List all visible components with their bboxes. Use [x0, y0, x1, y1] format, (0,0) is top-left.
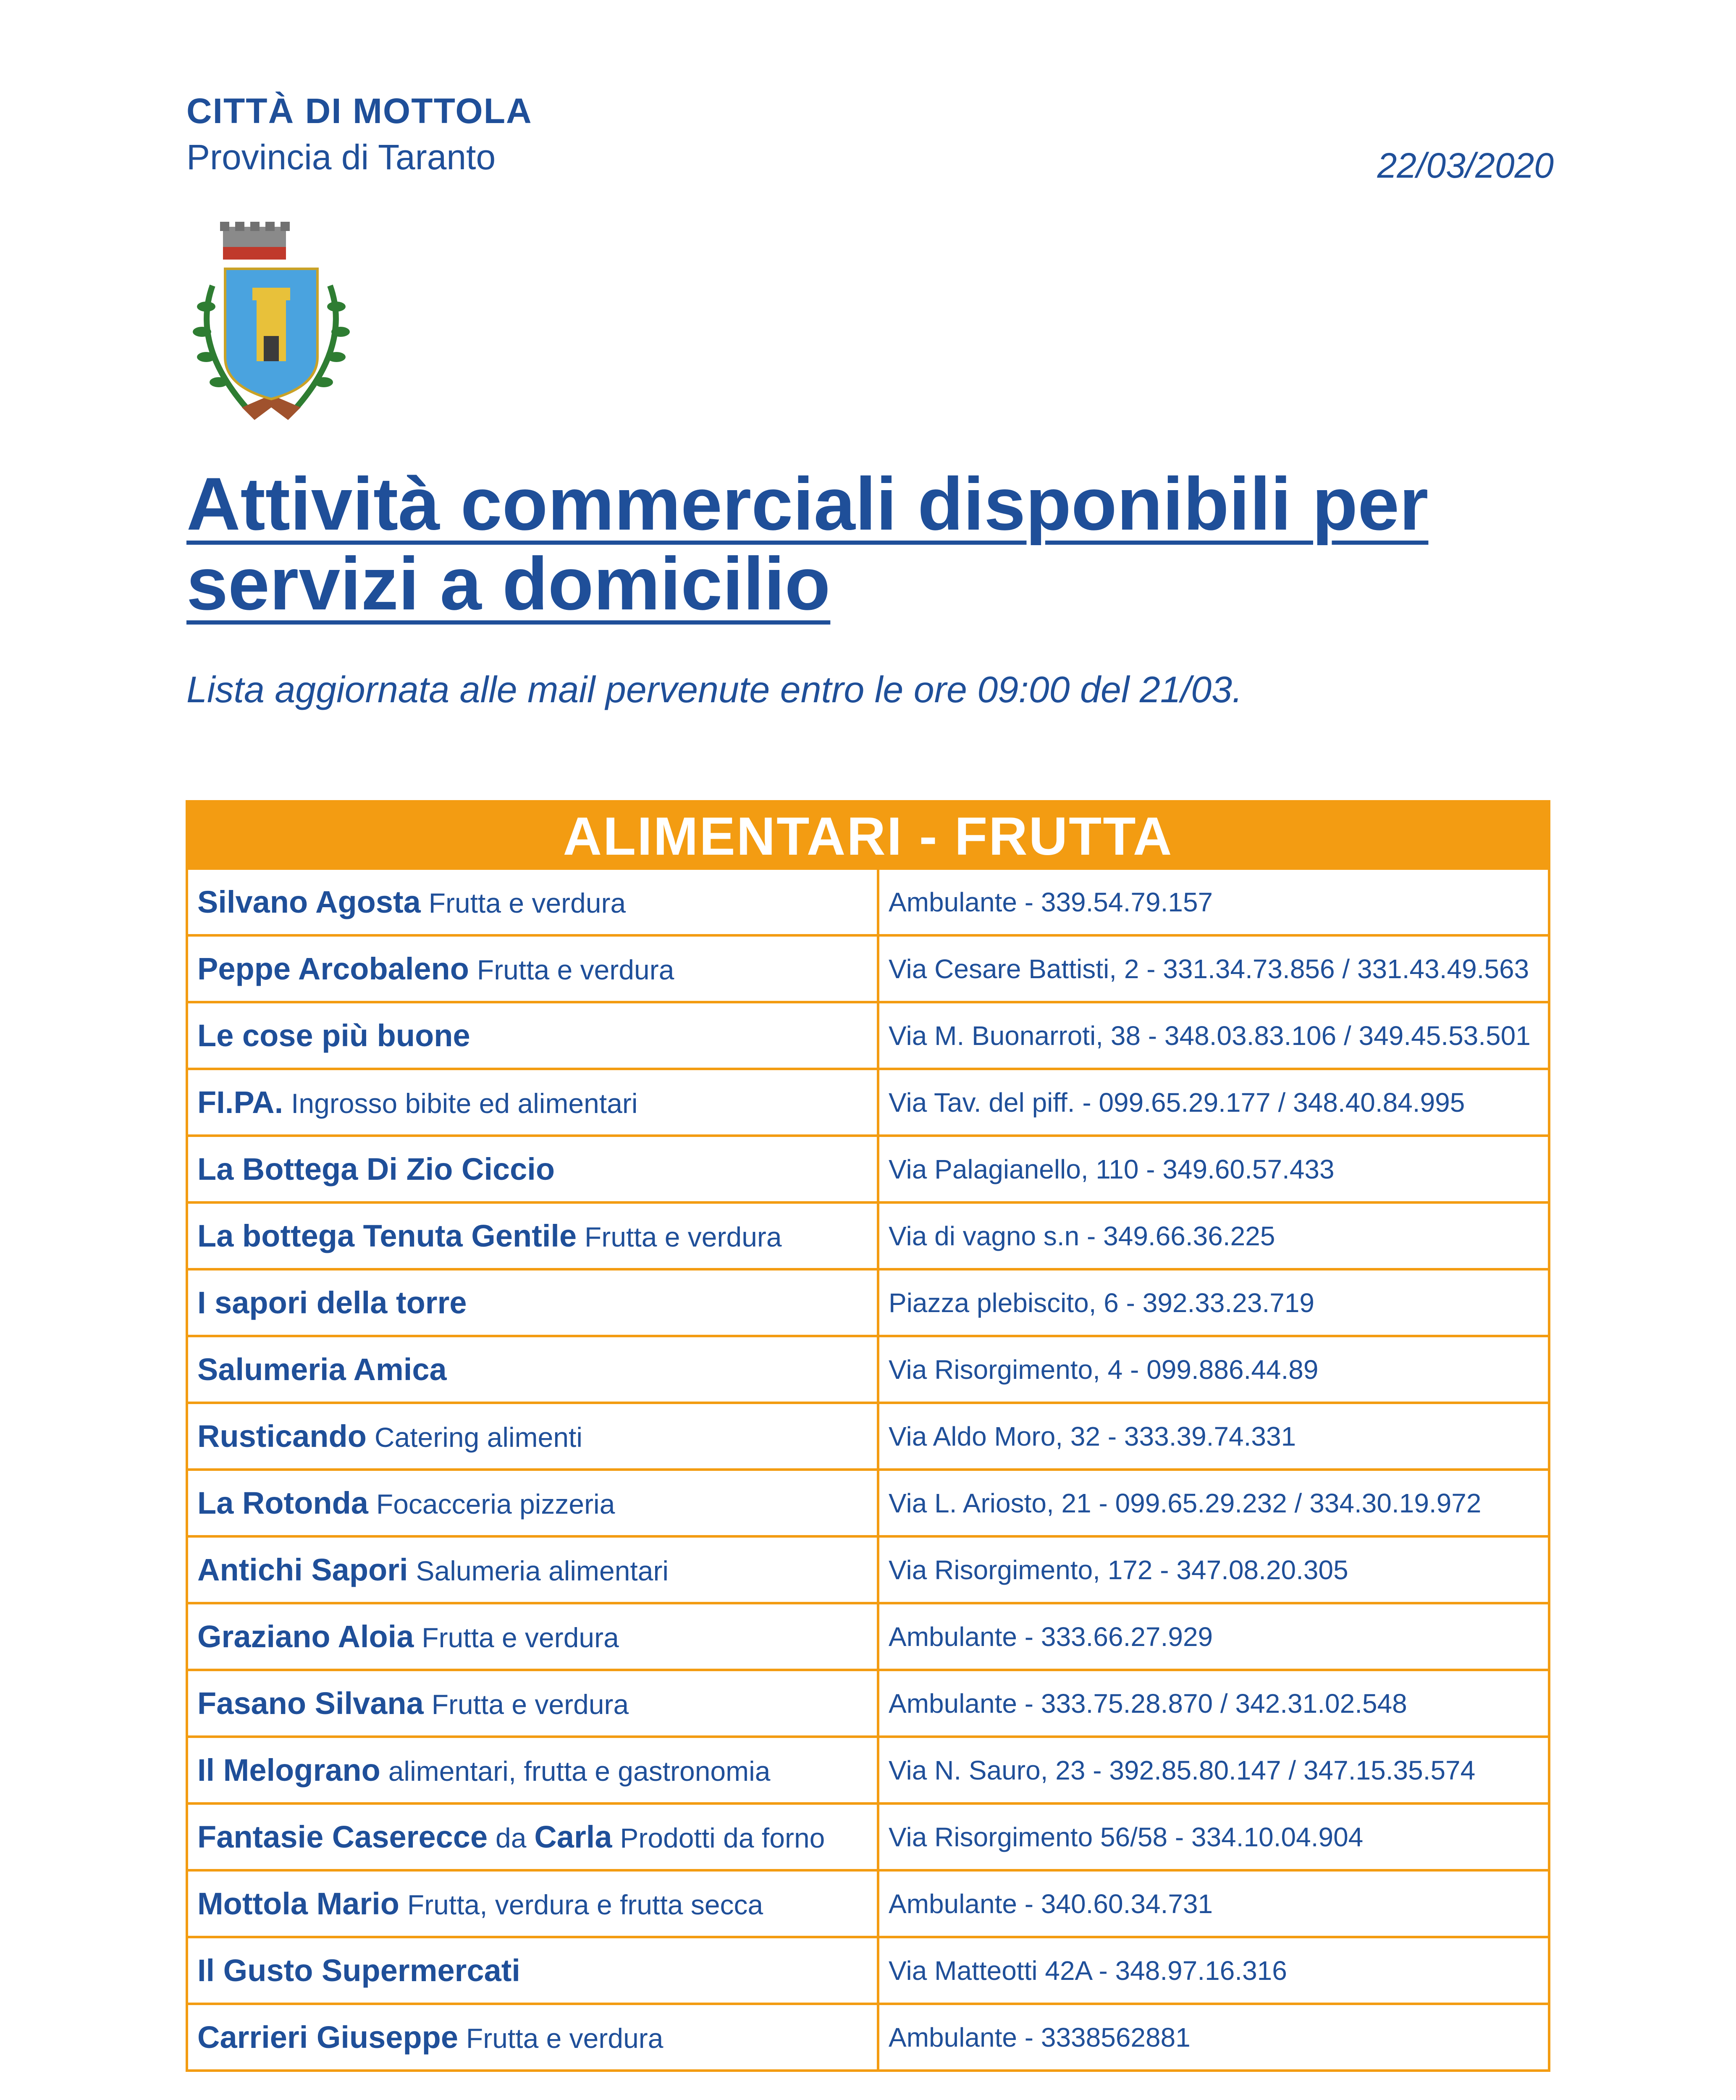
shop-category: Catering alimenti — [374, 1422, 583, 1453]
shops-table — [186, 800, 1550, 2072]
table-row — [188, 1536, 1548, 1603]
shop-name-connector: da — [496, 1822, 527, 1853]
shop-name: La Rotonda — [197, 1486, 368, 1520]
table-row — [188, 1136, 1548, 1202]
table-row — [188, 1202, 1548, 1269]
shop-category: Ingrosso bibite ed alimentari — [291, 1088, 638, 1119]
province-name: Provincia di Taranto — [186, 137, 496, 177]
shop-category: Frutta e verdura — [466, 2023, 663, 2054]
shop-name: Salumeria Amica — [197, 1352, 447, 1387]
shop-address: Ambulante - 333.75.28.870 / 342.31.02.548 — [878, 1670, 1548, 1737]
table-body — [188, 870, 1548, 2069]
table-row — [188, 1336, 1548, 1403]
shop-name: Il Gusto Supermercati — [197, 1953, 520, 1988]
shop-address: Via Palagianello, 110 - 349.60.57.433 — [878, 1136, 1548, 1202]
document-date: 22/03/2020 — [1377, 146, 1554, 185]
table-row — [188, 1269, 1548, 1336]
shop-category: alimentari, frutta e gastronomia — [388, 1756, 771, 1787]
shop-name: La Bottega Di Zio Ciccio — [197, 1152, 555, 1186]
shop-category: Frutta, verdura e frutta secca — [407, 1889, 763, 1920]
shop-name-second: Carla — [534, 1819, 612, 1854]
shop-category: Frutta e verdura — [431, 1689, 629, 1720]
table-heading: ALIMENTARI - FRUTTA — [188, 803, 1548, 870]
shop-address: Via Risorgimento 56/58 - 334.10.04.904 — [878, 1803, 1548, 1870]
coat-of-arms-icon — [183, 210, 359, 437]
shop-category: Frutta e verdura — [428, 887, 626, 919]
table-row — [188, 935, 1548, 1002]
table-row — [188, 1470, 1548, 1536]
table-row — [188, 1870, 1548, 1937]
table-row — [188, 1002, 1548, 1069]
shop-address: Via Aldo Moro, 32 - 333.39.74.331 — [878, 1403, 1548, 1470]
table-row — [188, 1069, 1548, 1136]
shop-name: Rusticando — [197, 1419, 367, 1454]
shop-category: Frutta e verdura — [585, 1221, 782, 1252]
shop-name: Fasano Silvana — [197, 1686, 424, 1721]
table-row — [188, 1737, 1548, 1803]
city-name: CITTÀ DI MOTTOLA — [186, 91, 532, 131]
shop-name: Antichi Sapori — [197, 1552, 408, 1587]
shop-name: Il Melograno — [197, 1753, 380, 1788]
shop-address: Via L. Ariosto, 21 - 099.65.29.232 / 334.30.19.972 — [878, 1470, 1548, 1536]
shop-name: Mottola Mario — [197, 1886, 399, 1921]
shop-address: Ambulante - 3338562881 — [878, 2004, 1548, 2069]
shop-name: I sapori della torre — [197, 1285, 467, 1320]
shop-address: Piazza plebiscito, 6 - 392.33.23.719 — [878, 1269, 1548, 1336]
shop-name: Carrieri Giuseppe — [197, 2020, 459, 2055]
shop-address: Ambulante - 333.66.27.929 — [878, 1603, 1548, 1670]
table-row — [188, 1937, 1548, 2004]
shop-category: Frutta e verdura — [477, 954, 674, 985]
shop-category: Prodotti da forno — [620, 1822, 825, 1853]
shop-name: FI.PA. — [197, 1085, 283, 1120]
table-row — [188, 1670, 1548, 1737]
shop-address: Ambulante - 340.60.34.731 — [878, 1870, 1548, 1937]
shop-category: Salumeria alimentari — [416, 1555, 669, 1586]
shop-address: Via N. Sauro, 23 - 392.85.80.147 / 347.15.35.574 — [878, 1737, 1548, 1803]
shop-address: Via Risorgimento, 4 - 099.886.44.89 — [878, 1336, 1548, 1403]
shop-name: Silvano Agosta — [197, 885, 421, 919]
table-row — [188, 870, 1548, 935]
shop-address: Ambulante - 339.54.79.157 — [878, 870, 1548, 935]
shop-address: Via M. Buonarroti, 38 - 348.03.83.106 / 349.45.53.501 — [878, 1002, 1548, 1069]
shop-name: Fantasie Caserecce — [197, 1819, 488, 1854]
shop-address: Via di vagno s.n - 349.66.36.225 — [878, 1202, 1548, 1269]
page-subtitle: Lista aggiornata alle mail pervenute entro le ore 09:00 del 21/03. — [186, 669, 1243, 710]
shop-name: Graziano Aloia — [197, 1619, 414, 1654]
table-row — [188, 1803, 1548, 1870]
shop-address: Via Matteotti 42A - 348.97.16.316 — [878, 1937, 1548, 2004]
table-row — [188, 2004, 1548, 2069]
shop-name: Peppe Arcobaleno — [197, 951, 469, 986]
shop-category: Focacceria pizzeria — [376, 1488, 615, 1520]
shop-category: Frutta e verdura — [422, 1622, 619, 1653]
page-title: Attività commerciali disponibili per servizi a domicilio — [186, 462, 1429, 625]
shop-name: Le cose più buone — [197, 1018, 470, 1053]
table-row — [188, 1403, 1548, 1470]
shop-name: La bottega Tenuta Gentile — [197, 1218, 577, 1253]
shop-address: Via Risorgimento, 172 - 347.08.20.305 — [878, 1536, 1548, 1603]
table-row — [188, 1603, 1548, 1670]
shop-address: Via Cesare Battisti, 2 - 331.34.73.856 / 331.43.49.563 — [878, 935, 1548, 1002]
shop-address: Via Tav. del piff. - 099.65.29.177 / 348.40.84.995 — [878, 1069, 1548, 1136]
